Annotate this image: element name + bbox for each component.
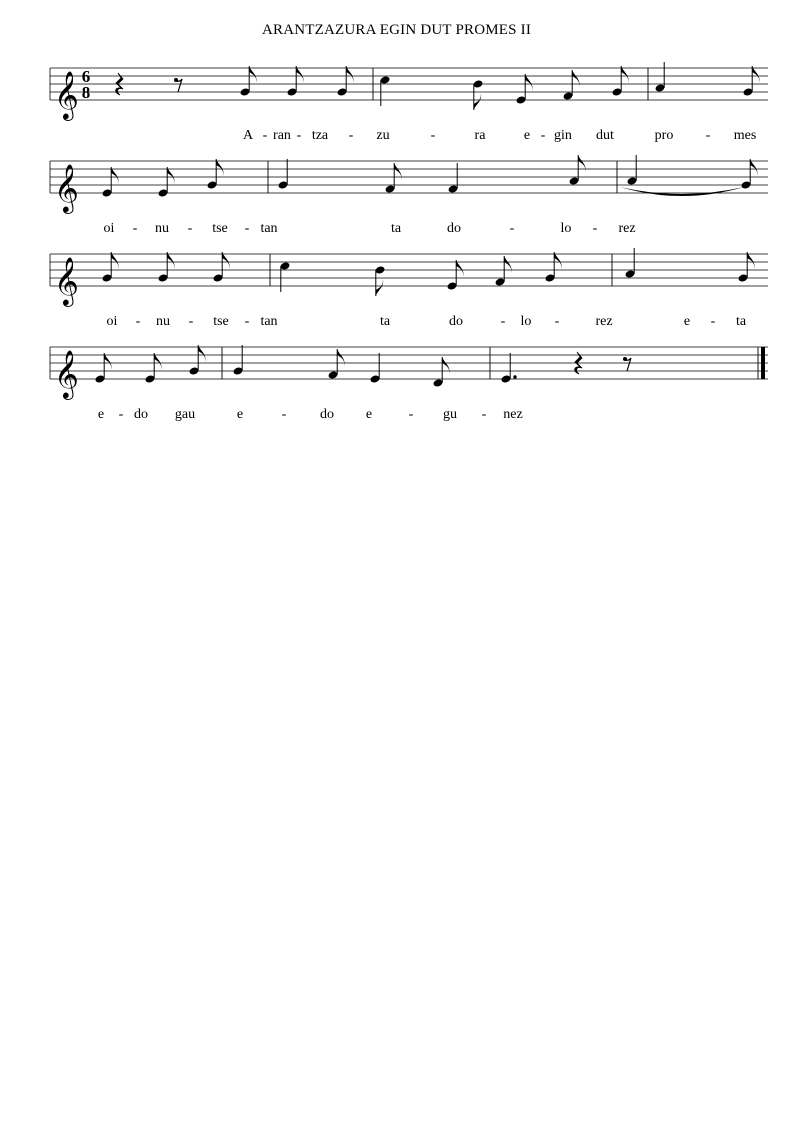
lyric-syllable: -: [281, 407, 287, 422]
lyric-syllable: -: [262, 128, 268, 143]
eighth-flag: [525, 74, 532, 91]
eighth-flag: [296, 66, 303, 83]
lyric-syllable: tan: [260, 314, 278, 329]
lyric-syllable: oi: [103, 221, 115, 236]
lyric-syllable: ta: [735, 314, 747, 329]
lyric-syllable: -: [135, 314, 141, 329]
lyric-syllable: e: [365, 407, 373, 422]
lyric-syllable: nu: [156, 314, 170, 329]
treble-clef-icon: 𝄞: [54, 70, 79, 119]
lyric-syllable: e: [523, 128, 531, 143]
eighth-flag: [154, 353, 161, 370]
treble-clef-icon: 𝄞: [54, 256, 79, 305]
lyric-syllable: -: [430, 128, 436, 143]
lyric-syllable: ta: [379, 314, 391, 329]
lyric-syllable: rez: [595, 314, 613, 329]
lyric-syllable: e: [236, 407, 244, 422]
eighth-flag: [216, 159, 223, 176]
eighth-flag: [167, 252, 174, 269]
eighth-flag: [167, 167, 174, 184]
lyric-syllable: -: [244, 314, 250, 329]
lyric-syllable: dut: [596, 128, 614, 143]
eighth-flag: [394, 163, 401, 180]
song-title: ARANTZAZURA EGIN DUT PROMES II: [261, 22, 532, 38]
final-barline-thick: [761, 347, 765, 379]
eighth-flag: [249, 66, 256, 83]
lyric-syllable: -: [509, 221, 515, 236]
eighth-flag: [111, 167, 118, 184]
tie-arc: [620, 187, 744, 196]
eighth-flag: [554, 252, 561, 269]
lyric-syllable: lo: [560, 221, 572, 236]
lyric-syllable: nez: [503, 407, 523, 422]
eighth-flag: [337, 349, 344, 366]
treble-clef-icon: 𝄞: [54, 349, 79, 398]
eighth-flag: [346, 66, 353, 83]
eighth-flag: [572, 70, 579, 87]
lyric-syllable: -: [540, 128, 546, 143]
lyric-syllable: ta: [390, 221, 402, 236]
lyric-syllable: rez: [618, 221, 636, 236]
eighth-flag: [376, 279, 383, 296]
eighth-flag: [621, 66, 628, 83]
treble-clef-icon: 𝄞: [54, 163, 79, 212]
lyric-syllable: -: [408, 407, 414, 422]
eighth-flag: [474, 93, 481, 110]
lyric-syllable: tan: [260, 221, 278, 236]
eighth-flag: [104, 353, 111, 370]
lyric-syllable: tse: [213, 314, 229, 329]
eighth-flag: [222, 252, 229, 269]
lyric-syllable: -: [188, 314, 194, 329]
eighth-flag: [750, 159, 757, 176]
lyric-syllable: do: [320, 407, 334, 422]
lyric-syllable: -: [710, 314, 716, 329]
eighth-flag: [747, 252, 754, 269]
eighth-flag: [442, 357, 449, 374]
time-signature-numerator: 6: [81, 67, 91, 86]
lyric-syllable: -: [118, 407, 124, 422]
lyric-syllable: pro: [654, 128, 674, 143]
lyric-syllable: do: [449, 314, 463, 329]
lyric-syllable: do: [447, 221, 461, 236]
lyric-syllable: gin: [554, 128, 572, 143]
eighth-flag: [111, 252, 118, 269]
lyric-syllable: e: [97, 407, 105, 422]
eighth-rest-icon: [625, 358, 631, 371]
lyric-syllable: ran: [273, 128, 291, 143]
lyric-syllable: -: [592, 221, 598, 236]
eighth-flag: [504, 256, 511, 273]
lyric-syllable: -: [187, 221, 193, 236]
lyric-syllable: gu: [443, 407, 457, 422]
eighth-flag: [578, 155, 585, 172]
lyric-syllable: -: [481, 407, 487, 422]
lyric-syllable: ra: [474, 128, 486, 143]
lyric-syllable: oi: [106, 314, 118, 329]
lyric-syllable: -: [705, 128, 711, 143]
lyric-syllable: -: [348, 128, 354, 143]
eighth-flag: [198, 345, 205, 362]
lyric-syllable: -: [244, 221, 250, 236]
lyric-syllable: do: [134, 407, 148, 422]
eighth-rest-icon: [176, 79, 182, 92]
lyric-syllable: A: [242, 128, 254, 143]
lyric-syllable: -: [132, 221, 138, 236]
time-signature-denominator: 8: [81, 83, 91, 102]
lyric-syllable: gau: [174, 407, 196, 422]
lyric-syllable: e: [683, 314, 691, 329]
eighth-flag: [752, 66, 759, 83]
lyric-syllable: nu: [155, 221, 169, 236]
lyric-syllable: lo: [520, 314, 532, 329]
augmentation-dot: [513, 375, 516, 378]
lyric-syllable: zu: [376, 128, 390, 143]
lyric-syllable: -: [296, 128, 302, 143]
eighth-flag: [456, 260, 463, 277]
lyric-syllable: -: [500, 314, 506, 329]
lyric-syllable: tse: [212, 221, 228, 236]
lyric-syllable: -: [554, 314, 560, 329]
lyric-syllable: mes: [733, 128, 757, 143]
lyric-syllable: tza: [311, 128, 329, 143]
